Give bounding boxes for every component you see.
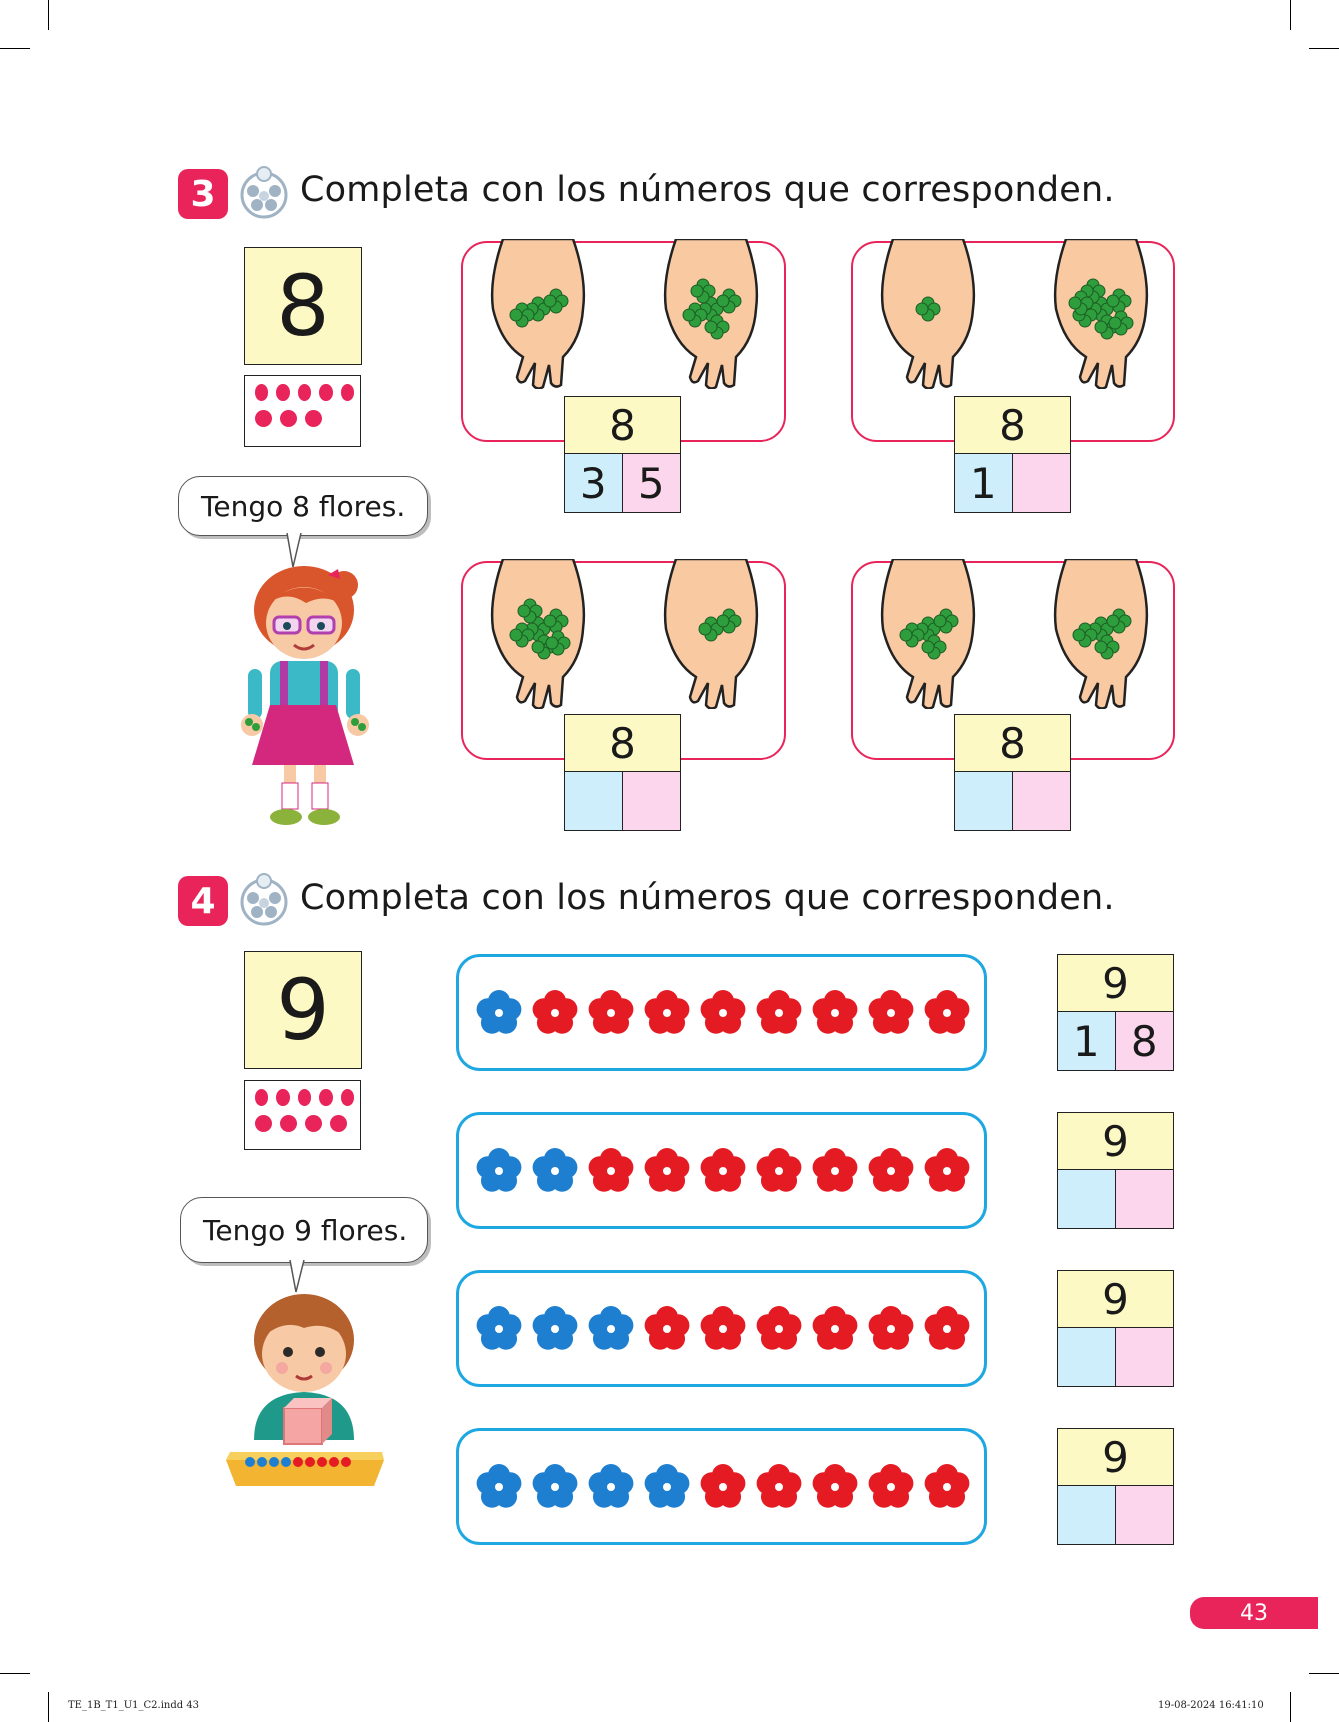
hand-icon bbox=[1046, 239, 1156, 389]
hand-icon bbox=[656, 559, 766, 709]
red-flower-icon bbox=[639, 1143, 695, 1199]
bond-part-left[interactable]: 1 bbox=[1058, 1012, 1116, 1070]
crop-mark bbox=[0, 1673, 30, 1674]
bond-part-left[interactable] bbox=[1058, 1486, 1116, 1544]
flower-row-frame bbox=[456, 1112, 987, 1229]
red-flower-icon bbox=[863, 985, 919, 1041]
boy-illustration bbox=[224, 1290, 386, 1500]
dot-row bbox=[255, 1115, 354, 1132]
bond-part-right[interactable] bbox=[1013, 772, 1071, 830]
hand-icon bbox=[483, 239, 593, 389]
red-flower-icon bbox=[751, 1301, 807, 1357]
total-number-card: 8 bbox=[244, 247, 362, 365]
instruction-text: Completa con los números que corresponden. bbox=[300, 170, 1115, 210]
red-flower-icon bbox=[695, 985, 751, 1041]
bond-whole: 9 bbox=[1058, 1271, 1173, 1328]
number-bond bbox=[564, 396, 681, 513]
exercise-number-badge: 4 bbox=[178, 876, 228, 926]
flower-row-frame bbox=[456, 1428, 987, 1545]
red-flower-icon bbox=[807, 985, 863, 1041]
red-flower-icon bbox=[695, 1143, 751, 1199]
hand-icon bbox=[656, 239, 766, 389]
speech-bubble bbox=[180, 1197, 428, 1263]
bond-part-right[interactable] bbox=[1116, 1328, 1174, 1386]
crop-mark bbox=[48, 1692, 49, 1722]
dot-row bbox=[255, 384, 354, 401]
crop-mark bbox=[1290, 0, 1291, 30]
number-bond bbox=[1057, 954, 1174, 1071]
flower-row-frame bbox=[456, 1270, 987, 1387]
hand-icon bbox=[483, 559, 593, 709]
hand-icon bbox=[873, 239, 983, 389]
blue-flower-icon bbox=[639, 1459, 695, 1515]
blue-flower-icon bbox=[527, 1301, 583, 1357]
red-flower-icon bbox=[807, 1143, 863, 1199]
bond-part-left[interactable] bbox=[565, 772, 623, 830]
bond-part-left[interactable]: 1 bbox=[955, 454, 1013, 512]
page-number: 43 bbox=[1190, 1597, 1318, 1629]
number-bond bbox=[1057, 1270, 1174, 1387]
bond-whole: 9 bbox=[1058, 1113, 1173, 1170]
bond-whole: 8 bbox=[955, 715, 1070, 772]
timestamp: 19-08-2024 16:41:10 bbox=[1158, 1700, 1264, 1711]
red-flower-icon bbox=[527, 985, 583, 1041]
speech-bubble bbox=[178, 476, 428, 536]
red-flower-icon bbox=[583, 985, 639, 1041]
bond-whole: 9 bbox=[1058, 955, 1173, 1012]
red-flower-icon bbox=[919, 1143, 975, 1199]
blue-flower-icon bbox=[583, 1301, 639, 1357]
bond-whole: 8 bbox=[565, 715, 680, 772]
blue-flower-icon bbox=[471, 985, 527, 1041]
bond-whole: 8 bbox=[565, 397, 680, 454]
flower-row-frame bbox=[456, 954, 987, 1071]
dots-card bbox=[244, 375, 361, 447]
total-number-card: 9 bbox=[244, 951, 362, 1069]
number-bond bbox=[1057, 1112, 1174, 1229]
bond-part-right[interactable] bbox=[1116, 1170, 1174, 1228]
speech-text: Tengo 9 flores. bbox=[203, 1213, 408, 1247]
number-bond bbox=[954, 396, 1071, 513]
blue-flower-icon bbox=[471, 1459, 527, 1515]
bond-whole: 8 bbox=[955, 397, 1070, 454]
bond-part-left[interactable] bbox=[1058, 1328, 1116, 1386]
bond-whole: 9 bbox=[1058, 1429, 1173, 1486]
crop-mark bbox=[1309, 48, 1339, 49]
bond-part-right[interactable] bbox=[1116, 1486, 1174, 1544]
dots-card bbox=[244, 1080, 361, 1150]
red-flower-icon bbox=[807, 1459, 863, 1515]
bond-part-right[interactable] bbox=[1013, 454, 1071, 512]
bond-part-left[interactable]: 3 bbox=[565, 454, 623, 512]
blue-flower-icon bbox=[471, 1301, 527, 1357]
bond-part-left[interactable] bbox=[955, 772, 1013, 830]
group-work-icon bbox=[237, 872, 291, 926]
hand-icon bbox=[873, 559, 983, 709]
crop-mark bbox=[48, 0, 49, 30]
bond-part-right[interactable]: 5 bbox=[623, 454, 681, 512]
blue-flower-icon bbox=[527, 1459, 583, 1515]
red-flower-icon bbox=[639, 985, 695, 1041]
red-flower-icon bbox=[751, 985, 807, 1041]
red-flower-icon bbox=[919, 1459, 975, 1515]
blue-flower-icon bbox=[527, 1143, 583, 1199]
exercise-number-badge: 3 bbox=[178, 169, 228, 219]
dot-row bbox=[255, 410, 354, 427]
file-slug: TE_1B_T1_U1_C2.indd 43 bbox=[68, 1700, 200, 1711]
crop-mark bbox=[0, 48, 30, 49]
instruction-text: Completa con los números que corresponden. bbox=[300, 878, 1115, 918]
crop-mark bbox=[1290, 1692, 1291, 1722]
red-flower-icon bbox=[583, 1143, 639, 1199]
crop-mark bbox=[1309, 1673, 1339, 1674]
red-flower-icon bbox=[919, 985, 975, 1041]
red-flower-icon bbox=[919, 1301, 975, 1357]
red-flower-icon bbox=[639, 1301, 695, 1357]
bond-part-right[interactable]: 8 bbox=[1116, 1012, 1174, 1070]
mini-flower-row bbox=[245, 1457, 351, 1467]
red-flower-icon bbox=[863, 1459, 919, 1515]
speech-tail bbox=[285, 533, 305, 569]
number-bond bbox=[954, 714, 1071, 831]
blue-flower-icon bbox=[583, 1459, 639, 1515]
red-flower-icon bbox=[695, 1459, 751, 1515]
bond-part-right[interactable] bbox=[623, 772, 681, 830]
red-flower-icon bbox=[695, 1301, 751, 1357]
hand-icon bbox=[1046, 559, 1156, 709]
red-flower-icon bbox=[751, 1459, 807, 1515]
girl-illustration bbox=[236, 565, 376, 835]
dot-row bbox=[255, 1089, 354, 1106]
red-flower-icon bbox=[807, 1301, 863, 1357]
red-flower-icon bbox=[863, 1143, 919, 1199]
number-bond bbox=[1057, 1428, 1174, 1545]
group-work-icon bbox=[237, 165, 291, 219]
red-flower-icon bbox=[751, 1143, 807, 1199]
bond-part-left[interactable] bbox=[1058, 1170, 1116, 1228]
red-flower-icon bbox=[863, 1301, 919, 1357]
speech-tail bbox=[288, 1260, 308, 1294]
speech-text: Tengo 8 flores. bbox=[201, 489, 406, 523]
blue-flower-icon bbox=[471, 1143, 527, 1199]
number-bond bbox=[564, 714, 681, 831]
